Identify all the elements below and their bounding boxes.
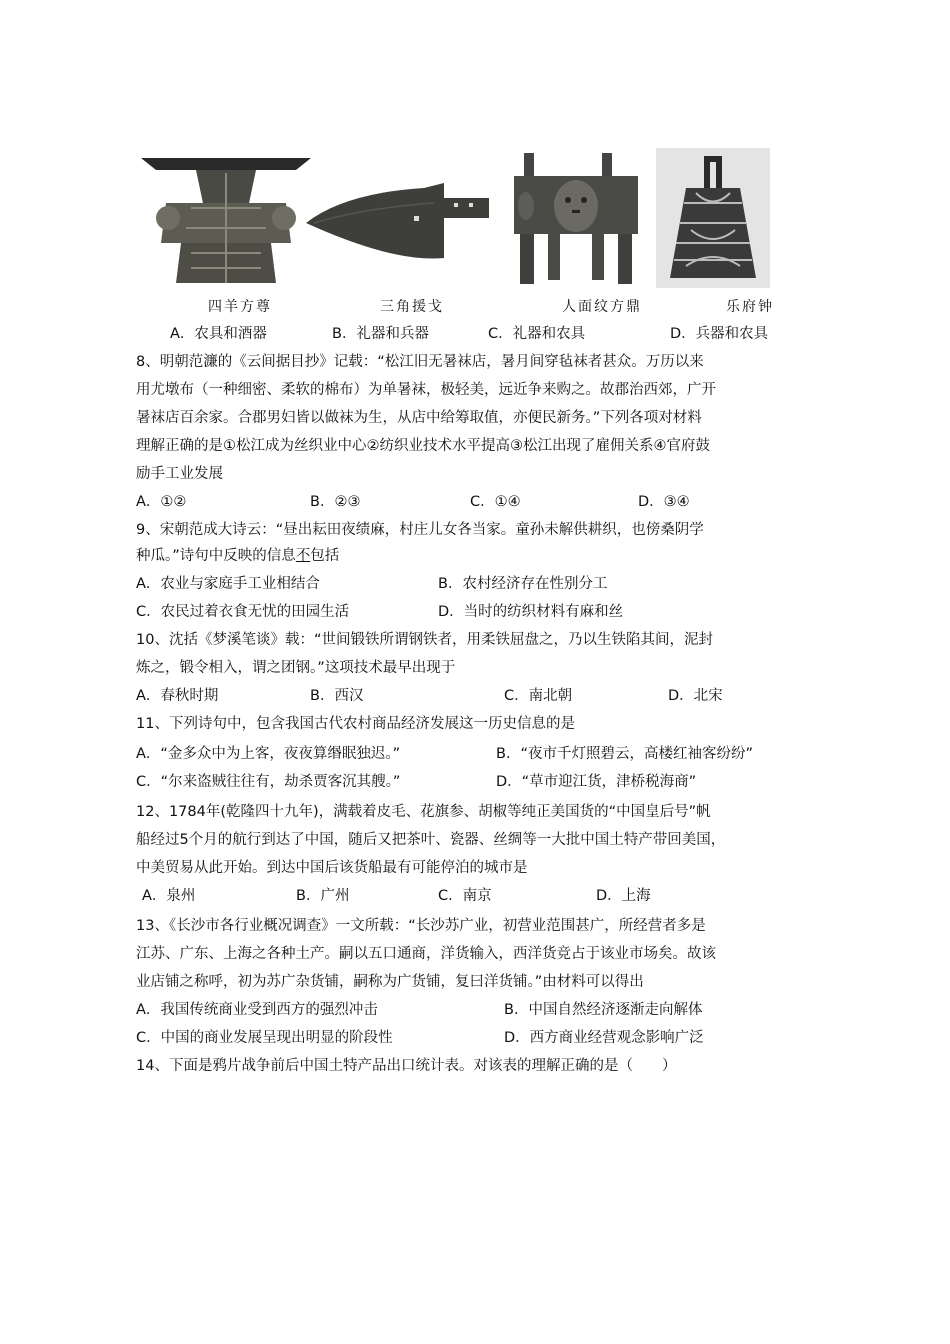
q10-option-c: C．南北朝 xyxy=(504,688,573,704)
q12-option-b: B．广州 xyxy=(296,888,350,904)
q9-option-d: D．当时的纺织材料有麻和丝 xyxy=(438,604,624,620)
artifact-images xyxy=(136,148,776,288)
q10-option-a: A．春秋时期 xyxy=(136,688,219,704)
q8-text-line: 暑袜店百余家。合郡男妇皆以做袜为生，从店中给筹取值，亦便民新务。”下列各项对材料 xyxy=(136,410,702,426)
q8-text-line: 用尤墩布（一种细密、柔软的棉布）为单暑袜，极轻美，远近争来购之。故郡治西郊，广开 xyxy=(136,382,716,398)
q13-option-a: A．我国传统商业受到西方的强烈冲击 xyxy=(136,1002,378,1018)
q13-option-d: D．西方商业经营观念影响广泛 xyxy=(504,1030,704,1046)
q9-underlined-word: 不 xyxy=(295,548,311,564)
q9-text-part: 种瓜。”诗句中反映的信息 xyxy=(136,548,296,564)
q11-option-d: D．“草市迎江货，津桥税海商” xyxy=(496,774,697,790)
q8-option-b: B．②③ xyxy=(310,494,361,510)
q13-text-line: 13、《长沙市各行业概况调查》一文所载：“长沙苏广业，初营业范围甚广，所经营者多是 xyxy=(136,918,706,934)
q8-option-a: A．①② xyxy=(136,494,187,510)
q12-text-line: 12、1784年(乾隆四十九年)，满载着皮毛、花旗参、胡椒等纯正美国货的“中国皇后号”帆 xyxy=(136,804,711,820)
q12-text-line: 船经过5个月的航行到达了中国，随后又把茶叶、瓷器、丝绸等一大批中国土特产带回美国， xyxy=(136,832,726,848)
q11-option-b: B．“夜市千灯照碧云，高楼红袖客纷纷” xyxy=(496,746,753,762)
q13-option-c: C．中国的商业发展呈现出明显的阶段性 xyxy=(136,1030,393,1046)
q10-text-line: 炼之，锻令相入，谓之团钢。”这项技术最早出现于 xyxy=(136,660,456,676)
four-goat-zun-image xyxy=(136,148,316,288)
q14-text-line: 14、下面是鸦片战争前后中国土特产品出口统计表。对该表的理解正确的是（ ） xyxy=(136,1058,677,1074)
q12-option-c: C．南京 xyxy=(438,888,492,904)
q10-option-d: D．北宋 xyxy=(668,688,723,704)
q8-option-d: D．③④ xyxy=(638,494,690,510)
q12-option-a: A．泉州 xyxy=(142,888,196,904)
q11-text-line: 11、下列诗句中，包含我国古代农村商品经济发展这一历史信息的是 xyxy=(136,716,575,732)
q10-option-b: B．西汉 xyxy=(310,688,364,704)
q10-text-line: 10、沈括《梦溪笔谈》载：“世间锻铁所谓钢铁者，用柔铁屈盘之，乃以生铁陷其间，泥封 xyxy=(136,632,713,648)
q13-text-line: 江苏、广东、上海之各种土产。嗣以五口通商，洋货输入，西洋货竞占于该业市场矣。故该 xyxy=(136,946,716,962)
q9-text-line: 9、宋朝范成大诗云：“昼出耘田夜绩麻，村庄儿女各当家。童孙未解供耕织，也傍桑阴学 xyxy=(136,522,704,538)
q13-option-b: B．中国自然经济逐渐走向解体 xyxy=(504,1002,703,1018)
q11-option-c: C．“尔来盗贼往往有，劫杀贾客沉其艘。” xyxy=(136,774,401,790)
human-face-ding-image xyxy=(506,148,646,288)
q7-option-b: B．礼器和兵器 xyxy=(332,326,429,342)
q8-option-c: C．①④ xyxy=(470,494,521,510)
caption-human-face-ding: 人面纹方鼎 xyxy=(562,299,642,315)
q12-option-d: D．上海 xyxy=(596,888,651,904)
q9-text-line xyxy=(136,546,339,566)
q12-text-line: 中美贸易从此开始。到达中国后该货船最有可能停泊的城市是 xyxy=(136,860,528,876)
triangular-dagger-axe-image xyxy=(304,148,494,288)
q11-option-a: A．“金多众中为上客，夜夜算缗眠独迟。” xyxy=(136,746,401,762)
q9-option-a: A．农业与家庭手工业相结合 xyxy=(136,576,320,592)
caption-yuefu-bell: 乐府钟 xyxy=(726,299,774,315)
q13-text-line: 业店铺之称呼，初为苏广杂货铺，嗣称为广货铺，复曰洋货铺。”由材料可以得出 xyxy=(136,974,644,990)
q7-option-d: D．兵器和农具 xyxy=(670,326,769,342)
q8-text-line: 8、明朝范濂的《云间据目抄》记载：“松江旧无暑袜店，暑月间穿毡袜者甚众。万历以来 xyxy=(136,354,704,370)
caption-triangular-dagger-axe: 三角援戈 xyxy=(380,299,444,315)
q8-text-line: 理解正确的是①松江成为丝织业中心②纺织业技术水平提高③松江出现了雇佣关系④官府鼓 xyxy=(136,438,710,454)
q9-text-part: 包括 xyxy=(310,548,340,564)
yuefu-bell-image xyxy=(656,148,770,288)
q7-option-a: A．农具和酒器 xyxy=(170,326,267,342)
q8-text-line: 励手工业发展 xyxy=(136,466,223,482)
caption-four-goat-zun: 四羊方尊 xyxy=(208,299,272,315)
figure-captions xyxy=(0,296,950,318)
q9-option-c: C．农民过着衣食无忧的田园生活 xyxy=(136,604,350,620)
q7-option-c: C．礼器和农具 xyxy=(488,326,586,342)
q9-option-b: B．农村经济存在性别分工 xyxy=(438,576,608,592)
